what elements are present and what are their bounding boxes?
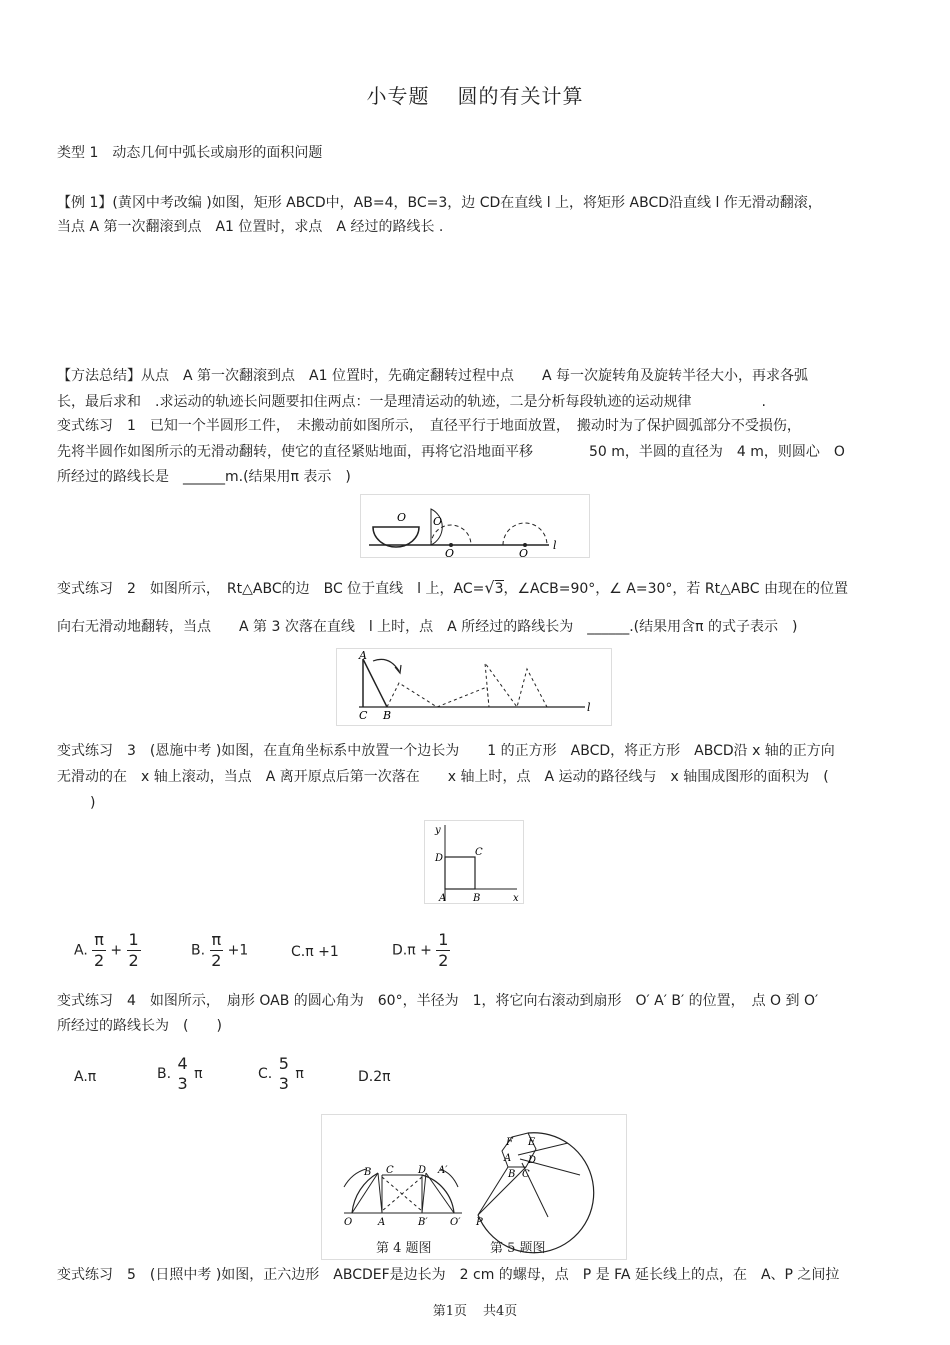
figure-square-axes <box>424 820 524 904</box>
ex4-option-b-den: 3 <box>177 1074 188 1093</box>
ex2-line1 <box>57 578 848 599</box>
svg-text:A: A <box>378 1217 386 1228</box>
ex1-line2: 先将半圆作如图所示的无滑动翻转，使它的直径紧贴地面，再将它沿地面平移 50 m，半圆的直径为 4 m，则圆心 O <box>57 444 845 460</box>
svg-text:F: F <box>506 1137 513 1148</box>
ex4-option-b-frac <box>176 1054 190 1094</box>
page-title <box>0 80 950 109</box>
svg-text:B: B <box>473 893 481 903</box>
ex4-option-b-post: π <box>194 1066 203 1082</box>
ex4-option-c-den: 3 <box>278 1074 289 1093</box>
option-a-frac1-den: 2 <box>93 951 105 970</box>
ex2-line1-a: 变式练习 2 如图所示， Rt△ABC的边 BC 位于直线 l 上，AC= <box>57 581 485 597</box>
svg-text:A′: A′ <box>438 1165 448 1176</box>
ex5-line1: 变式练习 5 (日照中考 )如图，正六边形 ABCDEF是边长为 2 cm 的螺母，点 P 是 FA 延长线上的点，在 A、P 之间拉 <box>57 1267 840 1283</box>
option-b-post: +1 <box>227 942 249 959</box>
svg-text:C: C <box>386 1165 394 1176</box>
svg-text:O′: O′ <box>450 1217 461 1228</box>
fig4-caption: 第 4 题图 <box>376 1241 432 1256</box>
option-a-label: A. <box>74 942 88 959</box>
option-b-label: B. <box>191 942 206 959</box>
option-b-frac-num: π <box>211 930 222 949</box>
ex4-option-a[interactable]: A.π <box>74 1069 97 1085</box>
svg-text:C: C <box>475 847 483 858</box>
ex3-line3: ) <box>90 795 96 811</box>
svg-text:B: B <box>364 1167 372 1178</box>
type1-heading: 类型 1 动态几何中弧长或扇形的面积问题 <box>57 145 323 161</box>
svg-text:A: A <box>439 893 447 903</box>
svg-text:B: B <box>508 1169 516 1180</box>
footer-page: 第1页 <box>432 1304 467 1319</box>
ex4-option-c-num: 5 <box>278 1054 289 1073</box>
svg-text:A: A <box>504 1153 512 1164</box>
figure-rolling-triangle <box>336 648 612 726</box>
option-b-frac-den: 2 <box>211 951 222 970</box>
svg-text:B: B <box>383 709 392 722</box>
svg-text:x: x <box>513 893 519 903</box>
svg-text:E: E <box>528 1137 536 1148</box>
ex3-option-b[interactable] <box>191 930 248 971</box>
figure-semicircle <box>360 494 590 558</box>
option-b-frac <box>210 930 224 971</box>
figure-4-5 <box>321 1114 627 1260</box>
svg-text:O: O <box>445 547 455 557</box>
ex4-option-c[interactable] <box>258 1054 304 1094</box>
option-a-frac2-num: 1 <box>128 930 139 949</box>
method-line1: 【方法总结】从点 A 第一次翻滚到点 A1 位置时，先确定翻转过程中点 A 每一次旋转角及旋转半径大小，再求各弧 <box>57 368 808 384</box>
example1-line2: 当点 A 第一次翻滚到点 A1 位置时，求点 A 经过的路线长 . <box>57 219 444 235</box>
ex3-option-a[interactable] <box>74 930 141 971</box>
option-a-frac1 <box>92 930 106 971</box>
svg-text:O: O <box>519 547 529 557</box>
ex3-option-d[interactable] <box>392 930 450 971</box>
option-d-frac-den: 2 <box>438 951 449 970</box>
example1-line1: 【例 1】(黄冈中考改编 )如图，矩形 ABCD中，AB=4，BC=3，边 CD在直线 l 上，将矩形 ABCD沿直线 l 作无滑动翻滚， <box>57 195 822 211</box>
ex4-option-b-label: B. <box>157 1066 172 1082</box>
svg-text:y: y <box>435 825 441 836</box>
ex3-line1: 变式练习 3 (恩施中考 )如图，在直角坐标系中放置一个边长为 1 的正方形 ABCD，将正方形 ABCD沿 x 轴的正方向 <box>57 743 835 759</box>
ex4-option-c-post: π <box>295 1066 304 1082</box>
svg-text:C: C <box>522 1169 530 1180</box>
fig5-caption: 第 5 题图 <box>490 1241 546 1256</box>
ex4-option-c-frac <box>277 1054 291 1094</box>
ex4-option-d[interactable]: D.2π <box>358 1069 391 1085</box>
svg-text:O: O <box>397 511 407 524</box>
option-d-frac <box>436 930 450 971</box>
ex1-line3: 所经过的路线长是 ______m.(结果用π 表示 ) <box>57 469 351 485</box>
page-footer <box>0 1300 950 1319</box>
title-part1: 小专题 <box>366 84 430 108</box>
svg-text:P: P <box>476 1217 483 1228</box>
ex2-line1-c: ，∠ACB=90°，∠ A=30°，若 Rt△ABC 由现在的位置 <box>503 581 849 597</box>
ex3-option-c[interactable]: C.π +1 <box>291 944 339 960</box>
ex4-option-c-label: C. <box>258 1066 273 1082</box>
ex2-line2: 向右无滑动地翻转，当点 A 第 3 次落在直线 l 上时，点 A 所经过的路线长为 ______.(结果用含π 的式子表示 ) <box>57 619 798 635</box>
option-d-label: D.π + <box>392 942 432 959</box>
svg-text:D: D <box>418 1165 427 1176</box>
svg-text:C: C <box>359 709 368 722</box>
svg-text:B′: B′ <box>418 1217 428 1228</box>
ex4-line2: 所经过的路线长为 ( ) <box>57 1018 222 1034</box>
svg-text:l: l <box>587 701 591 714</box>
svg-text:A: A <box>359 649 367 662</box>
option-a-frac1-num: π <box>94 930 104 949</box>
svg-text:O: O <box>433 515 443 528</box>
ex4-option-b[interactable] <box>157 1054 203 1094</box>
option-d-frac-num: 1 <box>438 930 449 949</box>
sqrt-symbol: √ <box>484 578 495 597</box>
svg-text:D: D <box>435 853 444 864</box>
ex4-line1: 变式练习 4 如图所示， 扇形 OAB 的圆心角为 60°，半径为 1，将它向右滚动到扇形 O′ A′ B′ 的位置， 点 O 到 O′ <box>57 993 819 1009</box>
option-a-frac2 <box>127 930 141 971</box>
option-a-plus: + <box>110 942 123 959</box>
ex2-sqrt-value: 3 <box>494 581 504 597</box>
svg-text:l: l <box>553 539 557 552</box>
svg-text:D: D <box>528 1155 537 1166</box>
ex4-option-b-num: 4 <box>177 1054 188 1073</box>
ex3-line2: 无滑动的在 x 轴上滚动，当点 A 离开原点后第一次落在 x 轴上时，点 A 运动的路径线与 x 轴围成图形的面积为 ( <box>57 769 829 785</box>
svg-text:O: O <box>344 1217 353 1228</box>
option-a-frac2-den: 2 <box>128 951 139 970</box>
title-part2: 圆的有关计算 <box>457 84 584 108</box>
method-line2: 长，最后求和 .求运动的轨迹长问题要扣住两点：一是理清运动的轨迹，二是分析每段轨迹的运动规律 . <box>57 394 766 410</box>
footer-total: 共4页 <box>483 1304 518 1319</box>
ex1-line1: 变式练习 1 已知一个半圆形工件， 未搬动前如图所示， 直径平行于地面放置， 搬动时为了保护圆弧部分不受损伤， <box>57 418 801 434</box>
